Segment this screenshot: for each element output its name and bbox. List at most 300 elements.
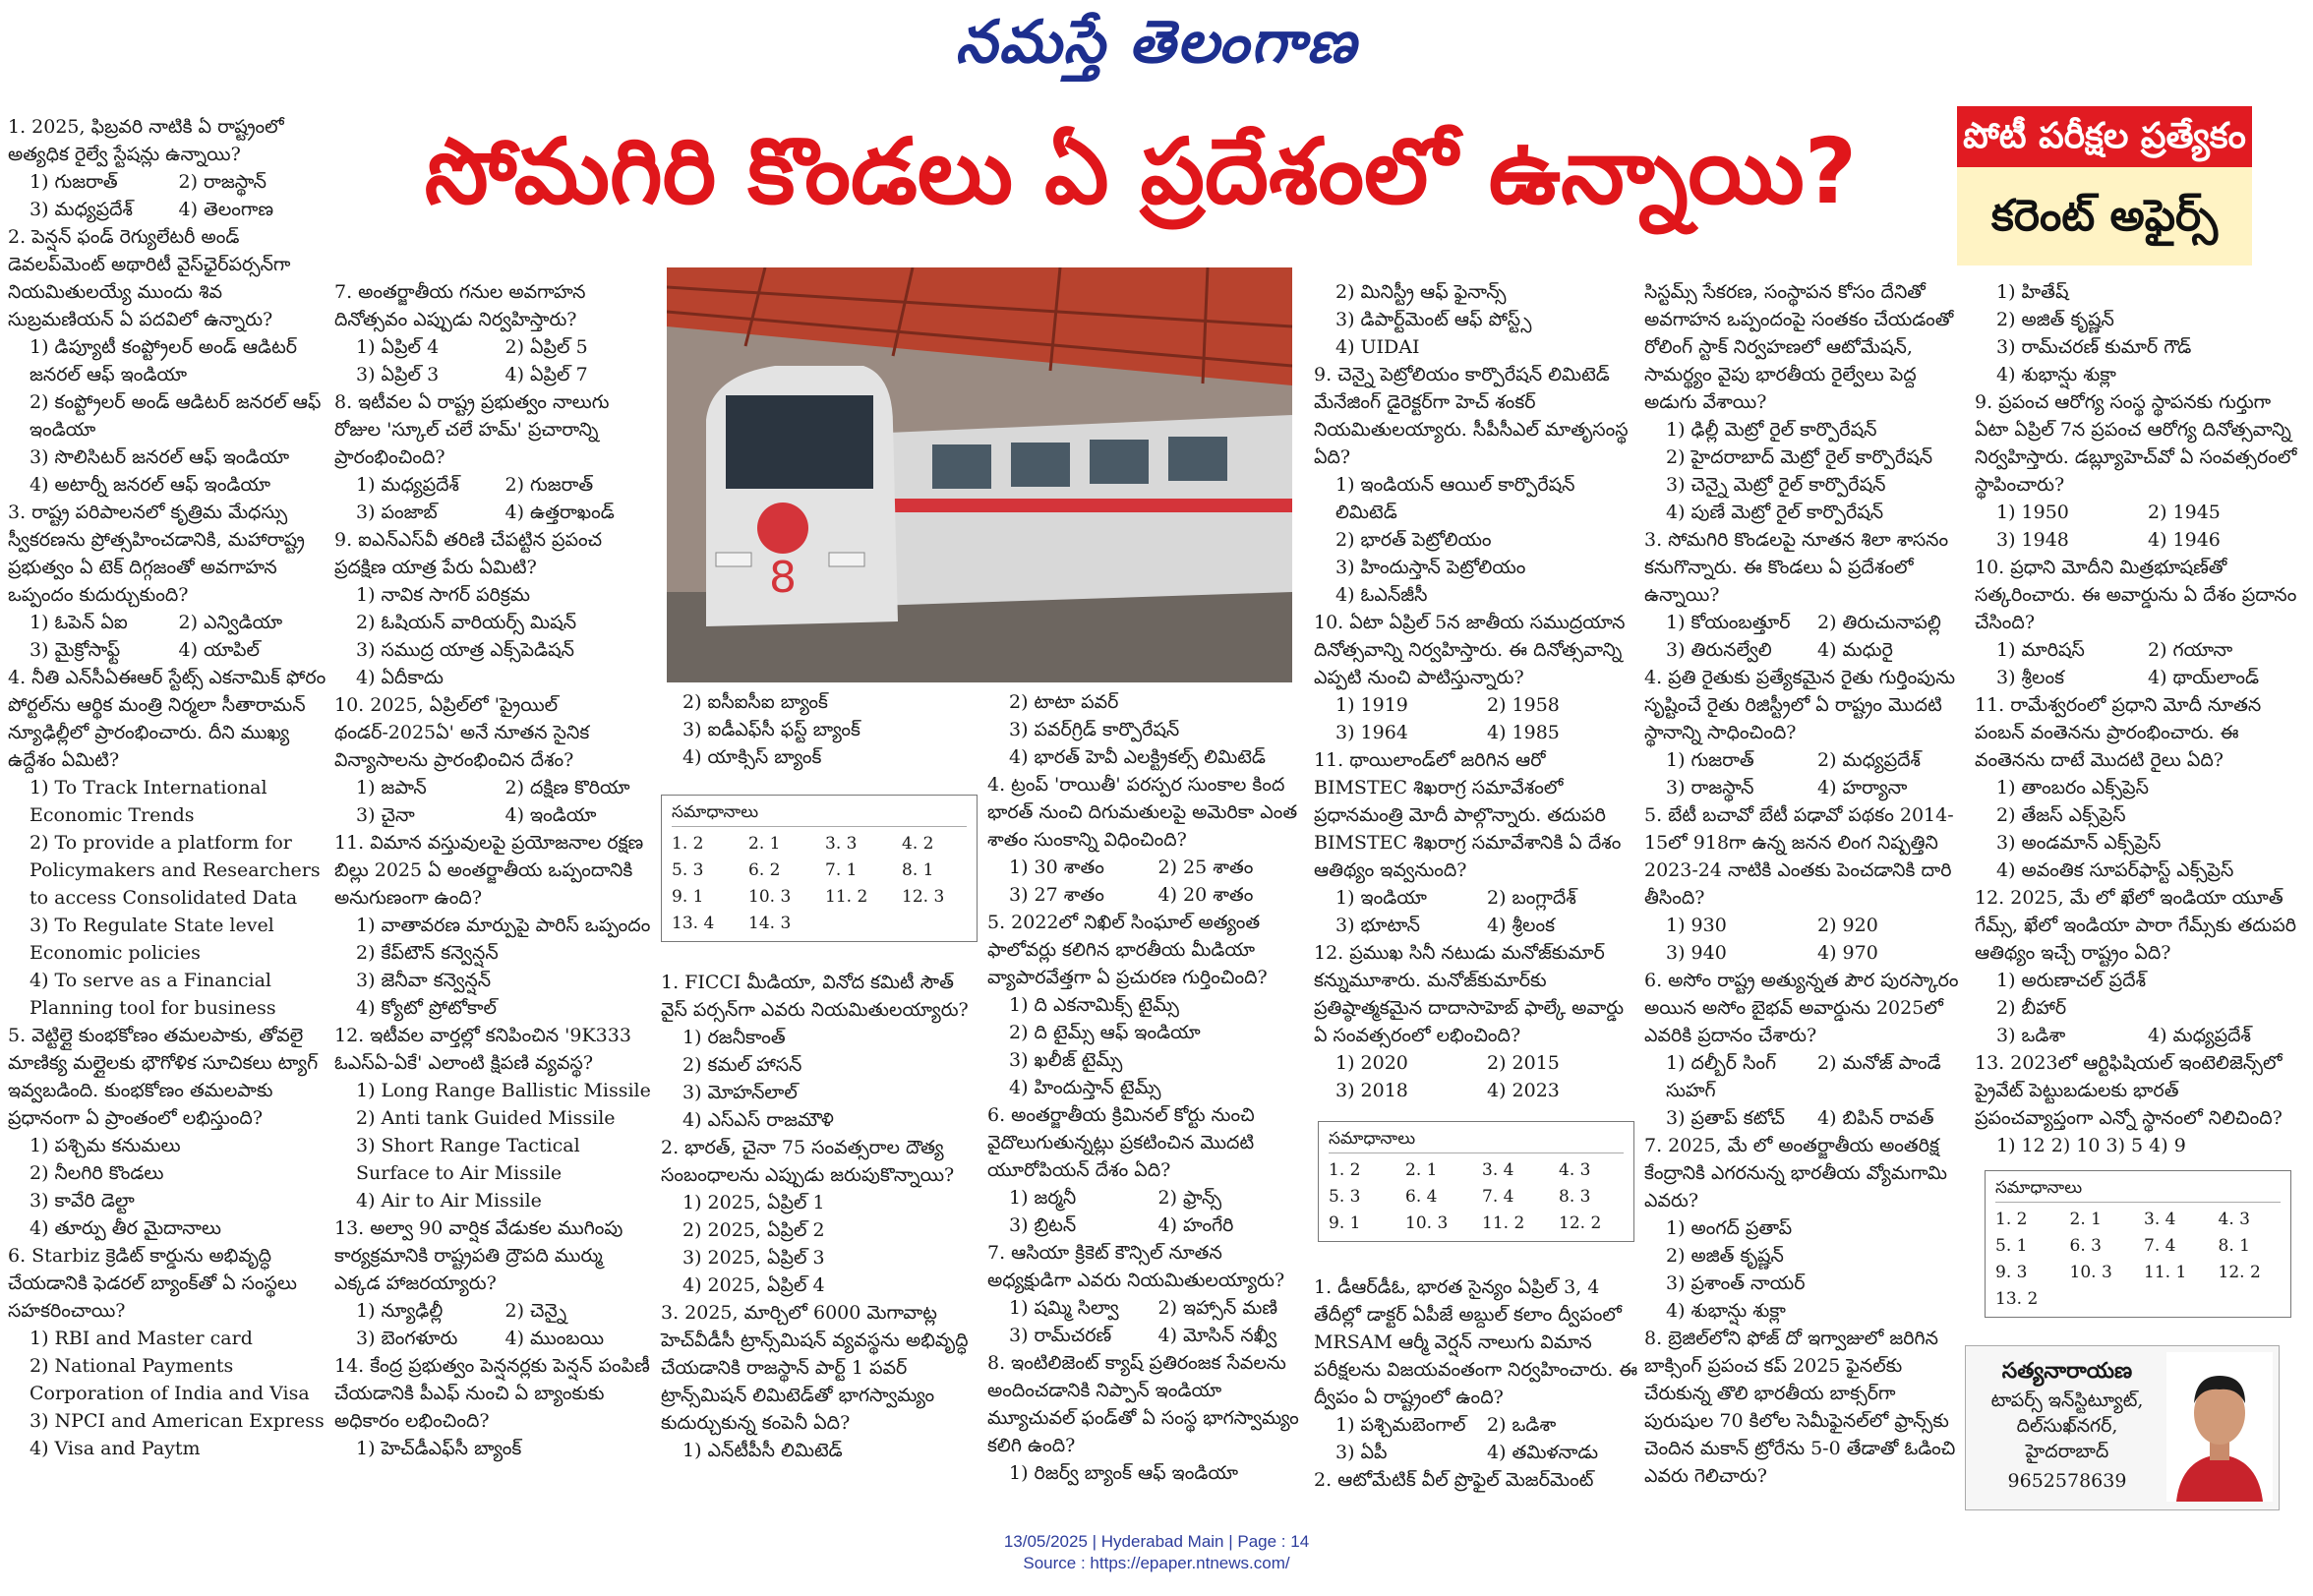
option-text: 1) Long Range Ballistic Missile — [356, 1080, 651, 1101]
option-text: 3) 2018 — [1335, 1080, 1408, 1101]
answer-item: 8. 1 — [2218, 1236, 2250, 1256]
option-row — [1314, 1411, 1638, 1439]
option-text: 2) మధ్యప్రదేశ్ — [1817, 749, 1921, 771]
option-text: 3) మైక్రోసాఫ్ట్ — [30, 639, 121, 661]
option-row — [1975, 1022, 2299, 1049]
option-text: 2) కంప్ట్రోలర్ అండ్ ఆడిటర్ జనరల్ ఆఫ్ ఇండియా — [30, 391, 322, 441]
option-text: 2) To provide a platform for Policymakers and Researchers to access Consolidated Data — [30, 832, 321, 909]
option-text: 4) తెలంగాణ — [178, 199, 274, 220]
option-text: 2) చెన్నై — [504, 1300, 567, 1322]
option-text: 3) ఐడీఎఫ్‌సీ ఫస్ట్ బ్యాంక్ — [682, 719, 860, 740]
answer-item: 2. 1 — [1405, 1160, 1438, 1180]
question-block — [334, 691, 654, 829]
option-text: 3) చైనా — [356, 804, 415, 826]
option-text: 4) ఉత్తరాఖండ్ — [504, 502, 615, 523]
option-text: 1) 2025, ఏప్రిల్ 1 — [682, 1192, 825, 1213]
answer-item: 3. 4 — [2144, 1210, 2176, 1229]
question-block — [8, 664, 327, 1022]
question-text: 8. ఇటీవల ఏ రాష్ట్ర ప్రభుత్వం నాలుగు రోజుల 'స్కూల్ చలే హమ్' ప్రచారాన్ని ప్రారంభించింది? — [334, 391, 610, 468]
question-block — [1314, 939, 1638, 1104]
question-block — [1644, 278, 1969, 526]
question-text: 7. అంతర్జాతీయ గనుల అవగాహన దినోత్సవం ఎప్పుడు నిర్వహిస్తారు? — [334, 281, 586, 330]
option-text: 4) ఎస్ఎస్ రాజమౌళి — [682, 1109, 834, 1131]
option-row — [1975, 526, 2299, 554]
answer-item: 3. 3 — [825, 834, 858, 854]
answer-item: 9. 3 — [1995, 1263, 2028, 1282]
question-text: 12. ఇటీవల వార్తల్లో కనిపించిన '9K333 ఓఎస్‌ఏ-ఏకే' ఎలాంటి క్షిపణి వ్యవస్థ? — [334, 1025, 631, 1074]
question-block — [661, 1134, 980, 1299]
option-text: 1) ఇండియన్ ఆయిల్ కార్పొరేషన్ లిమిటెడ్ — [1335, 474, 1575, 523]
option-text: 1) RBI and Master card — [30, 1328, 253, 1349]
option-row — [1314, 1077, 1638, 1104]
question-block — [1314, 609, 1638, 746]
option-text: 3) జెనీవా కన్వెన్షన్ — [356, 970, 492, 991]
option-text: 4) ఏదీకాదు — [356, 667, 444, 688]
footer-date-edition: 13/05/2025 | Hyderabad Main | Page : 14 — [1003, 1532, 1310, 1551]
option-text: 2) 920 — [1817, 915, 1878, 936]
question-block — [1314, 1466, 1638, 1494]
option-text: 1) దల్బీర్ సింగ్ సుహగ్ — [1666, 1052, 1777, 1101]
option-text: 1) పశ్చిమబెంగాల్ — [1335, 1414, 1466, 1436]
author-phone: 9652578639 — [2007, 1470, 2127, 1492]
option-row — [1644, 1049, 1969, 1104]
question-text: 13. 2023లో ఆర్టిఫిషియల్ ఇంటెలిజెన్స్‌లో ప్రైవేట్ పెట్టుబడులకు భారత్ ప్రపంచవ్యాప్తంగా ఎన్నో స్థానంలో నిలిచింది? — [1975, 1052, 2283, 1129]
question-block — [334, 1352, 654, 1462]
question-block — [987, 1239, 1307, 1349]
question-block — [334, 1214, 654, 1352]
option-text: 1) న్యూఢిల్లీ — [356, 1300, 444, 1322]
question-block — [987, 771, 1307, 909]
option-text: 4) శ్రీలంక — [1487, 915, 1556, 936]
answers-box-1 — [661, 795, 978, 942]
option-text: 1) ఢిల్లీ మెట్రో రైల్ కార్పొరేషన్ — [1666, 419, 1877, 441]
author-box — [1965, 1345, 2280, 1510]
option-text: 4) 970 — [1817, 942, 1878, 964]
answer-item: 9. 1 — [672, 887, 704, 907]
option-text: 4) 20 శాతం — [1157, 884, 1254, 906]
option-row — [334, 1325, 654, 1352]
option-text: 3) సొలిసిటర్ జనరల్ ఆఫ్ ఇండియా — [30, 446, 290, 468]
answer-item: 6. 3 — [2069, 1236, 2102, 1256]
option-text: 1) అరుణాచల్ ప్రదేశ్ — [1996, 970, 2147, 991]
option-text: 1) 930 — [1666, 915, 1727, 936]
question-text: 13. అల్వా 90 వార్షిక వేడుకల ముగింపు కార్యక్రమానికి రాష్ట్రపతి ద్రౌపది ముర్ము ఎక్కడ హాజరయ్యారు? — [334, 1217, 623, 1294]
option-text: 2) National Payments Corporation of India and Visa — [30, 1355, 310, 1404]
option-row — [334, 801, 654, 829]
question-block — [987, 688, 1307, 771]
tag-current-affairs: కరెంట్ అఫైర్స్ — [1957, 167, 2252, 266]
option-text: 4) To serve as a Financial Planning tool for business — [30, 970, 276, 1019]
option-text: 2) అజిత్ కృష్ణన్ — [1666, 1245, 1784, 1267]
author-name: సత్యనారాయణ — [2001, 1358, 2133, 1384]
question-text: 10. ఏటా ఏప్రిల్ 5న జాతీయ సముద్రయాన దినోత్సవాన్ని నిర్వహిస్తారు. ఈ దినోత్సవాన్ని ఎప్పటి నుంచి పాటిస్తున్నారు? — [1314, 612, 1626, 688]
option-row — [987, 1322, 1307, 1349]
question-block — [8, 499, 327, 664]
option-text: 2) 1945 — [2148, 502, 2221, 523]
answer-item: 12. 2 — [1559, 1213, 1602, 1233]
option-text: 2) రాజస్థాన్ — [178, 171, 267, 193]
answer-item: 8. 3 — [1559, 1187, 1591, 1207]
answer-item: 12. 2 — [2218, 1263, 2261, 1282]
metro-train-photo — [667, 267, 1292, 682]
option-row — [1644, 609, 1969, 636]
option-text: 3) పవర్‌గ్రిడ్ కార్పొరేషన్ — [1009, 719, 1180, 740]
option-text: 2) ఏప్రిల్ 5 — [504, 336, 588, 358]
option-row — [1644, 1104, 1969, 1132]
option-text: 3) కావేరి డెల్టా — [30, 1190, 135, 1212]
column-6 — [1644, 278, 1969, 1490]
option-row — [1644, 746, 1969, 774]
option-text: 2) అజిత్ కృష్ణన్ — [1996, 309, 2114, 330]
option-text: 1) పశ్చిమ కనుమలు — [30, 1135, 181, 1156]
answer-item: 5. 3 — [1329, 1187, 1361, 1207]
question-text: 2. ఆటోమేటిక్ వీల్ ప్రొఫైల్ మెజర్‌మెంట్ — [1314, 1469, 1594, 1491]
option-text: 1) ఓపెన్ ఏఐ — [30, 612, 128, 633]
option-text: 3) మధ్యప్రదేశ్ — [30, 199, 133, 220]
option-text: 1) ఇండియా — [1335, 887, 1427, 909]
option-row — [1314, 691, 1638, 719]
option-text: 3) మోహన్‌లాల్ — [682, 1082, 798, 1103]
option-row — [334, 774, 654, 801]
question-block — [987, 1101, 1307, 1239]
answer-item: 14. 3 — [748, 914, 792, 933]
question-block — [334, 829, 654, 1022]
option-text: 1) డిప్యూటీ కంప్ట్రోలర్ అండ్ ఆడిటర్ జనరల్ ఆఫ్ ఇండియా — [30, 336, 298, 385]
question-block — [334, 526, 654, 691]
answer-item: 4. 3 — [1559, 1160, 1591, 1180]
option-text: 3) తిరునల్వేలి — [1666, 639, 1772, 661]
column-5 — [1314, 278, 1638, 1104]
option-text: 4) ఓఎన్‌జీసీ — [1335, 584, 1428, 606]
question-text: 4. నీతి ఎన్‌సీఏఈఆర్ స్టేట్స్ ఎకనామిక్ ఫోరం పోర్టల్‌ను ఆర్థిక మంత్రి నిర్మలా సీతారామన్ న్యూఢిల్లీలో ప్రారంభించారు. దీని ముఖ్య ఉద్దేశం ఏమిటి? — [8, 667, 326, 771]
question-text: 12. ప్రముఖ సినీ నటుడు మనోజ్‌కుమార్ కన్నుమూశారు. మనోజ్‌కుమార్‌కు ప్రతిష్ఠాత్మకమైన దాదాసాహెబ్ ఫాల్కే అవార్డు ఏ సంవత్సరంలో లభించింది? — [1314, 942, 1625, 1046]
option-text: 4) బిపిన్ రావత్ — [1817, 1107, 1934, 1129]
option-row — [1975, 499, 2299, 526]
question-text: 4. ట్రంప్ 'రాయితీ' పరస్పర సుంకాల కింద భారత్ నుంచి దిగుమతులపై అమెరికా ఎంత శాతం సుంకాన్ని విధించింది? — [987, 774, 1298, 851]
question-block — [8, 223, 327, 499]
option-text: 2) బీహార్ — [1996, 997, 2067, 1019]
question-block — [987, 909, 1307, 1101]
option-row — [987, 881, 1307, 909]
question-text: 6. అంతర్జాతీయ క్రిమినల్ కోర్టు నుంచి వైదొలుగుతున్నట్లు ప్రకటించిన మొదటి యూరోపియన్ దేశం ఏది? — [987, 1104, 1255, 1181]
option-text: 3) To Regulate State level Economic policies — [30, 915, 274, 964]
option-text: 3) చెన్నై మెట్రో రైల్ కార్పొరేషన్ — [1666, 474, 1886, 496]
answer-item: 8. 1 — [902, 860, 934, 880]
option-row — [8, 196, 327, 223]
option-text: 3) అండమాన్ ఎక్స్‌ప్రెస్ — [1996, 832, 2162, 854]
answer-item: 1. 2 — [672, 834, 704, 854]
answers-box-3 — [1985, 1170, 2291, 1318]
option-text: 4) 1946 — [2148, 529, 2221, 551]
option-row — [334, 361, 654, 388]
option-text: 3) 2025, ఏప్రిల్ 3 — [682, 1247, 825, 1269]
question-block — [1975, 554, 2299, 691]
question-text: 3. రాష్ట్ర పరిపాలనలో కృత్రిమ మేధస్సు స్వీకరణను ప్రోత్సహించడానికి, మహారాష్ట్ర ప్రభుత్వం ఏ టెక్ దిగ్గజంతో అవగాహన ఒప్పందం కుదుర్చుకుంది? — [8, 502, 305, 606]
option-text: 1) 2020 — [1335, 1052, 1408, 1074]
question-text: 1. 2025, ఫిబ్రవరి నాటికి ఏ రాష్ట్రంలో అత్యధిక రైల్వే స్టేషన్లు ఉన్నాయి? — [8, 116, 284, 165]
answer-item: 11. 2 — [825, 887, 868, 907]
question-block — [1314, 278, 1638, 361]
option-text: 1) నావిక సాగర్ పరిక్రమ — [356, 584, 530, 606]
question-block — [987, 1349, 1307, 1487]
option-row — [8, 609, 327, 636]
option-row — [1644, 774, 1969, 801]
option-text: 1) కోయంబత్తూర్ — [1666, 612, 1791, 633]
question-block — [1644, 1132, 1969, 1325]
option-text: 3) ఏపీ — [1335, 1442, 1388, 1463]
option-text: 3) రామ్‌చరణ్ కుమార్ గౌడ్ — [1996, 336, 2192, 358]
question-text: 12. 2025, మే లో ఖేలో ఇండియా యూత్ గేమ్స్, ఖేలో ఇండియా పారా గేమ్స్‌కు తదుపరి ఆతిథ్యం ఇచ్చే రాష్ట్రం ఏది? — [1975, 887, 2296, 964]
option-text: 3) పంజాబ్ — [356, 502, 438, 523]
question-block — [1644, 801, 1969, 967]
question-block — [1975, 884, 2299, 1049]
option-text: 1) To Track International Economic Trends — [30, 777, 267, 826]
option-row — [1644, 939, 1969, 967]
question-text: 6. అసోం రాష్ట్ర అత్యున్నత పౌర పురస్కారం అయిన అసోం బైభవ్ అవార్డును 2025లో ఎవరికి ప్రదానం చేశారు? — [1644, 970, 1959, 1046]
question-block — [8, 1242, 327, 1462]
option-text: 4) తమిళనాడు — [1487, 1442, 1599, 1463]
option-text: 2) ఇహ్సాన్ మణి — [1157, 1297, 1278, 1319]
option-text: 4) యాపిల్ — [178, 639, 260, 661]
option-row — [987, 854, 1307, 881]
option-text: 3) ఒడిశా — [1996, 1025, 2066, 1046]
option-row — [1975, 636, 2299, 664]
option-row — [1314, 884, 1638, 912]
option-text: 3) 940 — [1666, 942, 1727, 964]
answer-item: 5. 1 — [1995, 1236, 2028, 1256]
option-row — [1314, 1049, 1638, 1077]
option-text: 3) హిందుస్తాన్ పెట్రోలియం — [1335, 557, 1526, 578]
answer-item: 13. 4 — [672, 914, 715, 933]
question-block — [334, 1022, 654, 1214]
option-text: 4) శుభాన్షు శుక్లా — [1996, 364, 2116, 385]
question-text: 8. ఇంటిలిజెంట్ క్యాష్ ప్రతిరంజక సేవలను అందించడానికి నిప్పాన్ ఇండియా మ్యూచువల్ ఫండ్‌తో ఏ సంస్థ భాగస్వామ్యం కలిగి ఉంది? — [987, 1352, 1299, 1456]
option-text: 2) ఓషియన్ వారియర్స్ మిషన్ — [356, 612, 577, 633]
option-text: 1) రిజర్వ్ బ్యాంక్ ఆఫ్ ఇండియా — [1009, 1462, 1238, 1484]
option-text: 4) మోసిన్ నఖ్వీ — [1157, 1325, 1277, 1346]
option-text: 1) హెచ్‌డీఎఫ్‌సీ బ్యాంక్ — [356, 1438, 522, 1459]
option-text: 2) 25 శాతం — [1157, 857, 1254, 878]
answer-item: 10. 3 — [1405, 1213, 1449, 1233]
option-text: 3) ఏప్రిల్ 3 — [356, 364, 440, 385]
option-text: 4) అటార్నీ జనరల్ ఆఫ్ ఇండియా — [30, 474, 271, 496]
option-text: 4) థాయ్‌లాండ్ — [2148, 667, 2260, 688]
question-block — [1975, 278, 2299, 388]
option-text: 1) ఎన్‌టీపీసీ లిమిటెడ్ — [682, 1440, 843, 1461]
question-block — [1644, 526, 1969, 664]
option-text: 1) ఏప్రిల్ 4 — [356, 336, 440, 358]
option-text: 4) ఏప్రిల్ 7 — [504, 364, 588, 385]
question-block — [661, 969, 980, 1134]
svg-text:8: 8 — [769, 553, 797, 603]
option-text: 2) టాటా పవర్ — [1009, 691, 1119, 713]
question-block — [1644, 664, 1969, 801]
question-block — [1314, 361, 1638, 609]
option-text: 4) 2023 — [1487, 1080, 1560, 1101]
option-row — [334, 1297, 654, 1325]
question-text: 11. రామేశ్వరంలో ప్రధాని మోదీ నూతన పంబన్ వంతెనను ప్రారంభించారు. ఈ వంతెనను దాటే మొదటి రైలు ఏది? — [1975, 694, 2262, 771]
answer-item: 11. 2 — [1482, 1213, 1525, 1233]
author-photo — [2166, 1352, 2273, 1502]
column-2 — [334, 278, 654, 1462]
author-org: టాపర్స్ ఇన్‌స్టిట్యూట్, దిల్‌సుఖ్‌నగర్, హైదరాబాద్ — [1990, 1389, 2144, 1462]
option-row — [334, 471, 654, 499]
option-row — [334, 333, 654, 361]
column-4 — [987, 688, 1307, 1487]
option-row — [1314, 1439, 1638, 1466]
option-text: 2) గయానా — [2148, 639, 2233, 661]
option-text: 1) 1919 — [1335, 694, 1408, 716]
option-row — [1314, 719, 1638, 746]
option-text: 2) మనోజ్ పాండే — [1817, 1052, 1941, 1074]
question-text: 5. వెట్టిల్లై కుంభకోణం తమలపాకు, తోవలై మాణిక్య మల్లైలకు భౌగోళిక సూచికలు ట్యాగ్ ఇవ్వబడింది. కుంభకోణం తమలపాకు ప్రధానంగా ఏ ప్రాంతంలో లభిస్తుంది? — [8, 1025, 319, 1129]
option-text: 2) ఫ్రాన్స్ — [1157, 1187, 1222, 1209]
option-text: 2) ఒడిశా — [1487, 1414, 1557, 1436]
option-text: 1) ది ఎకనామిక్స్ టైమ్స్ — [1009, 994, 1179, 1016]
option-row — [1644, 636, 1969, 664]
option-text: 4) హర్యానా — [1817, 777, 1908, 798]
answer-item: 7. 4 — [2144, 1236, 2176, 1256]
option-text: 2) గుజరాత్ — [504, 474, 594, 496]
option-text: 4) ముంబయి — [504, 1328, 605, 1349]
option-row — [1314, 912, 1638, 939]
answer-item: 12. 3 — [902, 887, 945, 907]
option-text: 2) దక్షిణ కొరియా — [504, 777, 630, 798]
tag-competitive-exams: పోటీ పరీక్షల ప్రత్యేకం — [1957, 106, 2252, 167]
option-text: 4) మధ్యప్రదేశ్ — [2148, 1025, 2251, 1046]
question-block — [661, 688, 976, 771]
option-text: 4) యాక్సిస్ బ్యాంక్ — [682, 746, 822, 768]
option-text: 2) ది టైమ్స్ ఆఫ్ ఇండియా — [1009, 1022, 1201, 1043]
option-text: 2) తేజస్ ఎక్స్‌ప్రెస్ — [1996, 804, 2126, 826]
answer-item: 3. 4 — [1482, 1160, 1514, 1180]
question-text: 14. కేంద్ర ప్రభుత్వం పెన్షనర్లకు పెన్షన్ పంపిణీ చేయడానికి పీఎఫ్ నుంచి ఏ బ్యాంకుకు అధికారం లభించింది? — [334, 1355, 650, 1432]
option-text: 2) హైదరాబాద్ మెట్రో రైల్ కార్పొరేషన్ — [1666, 446, 1933, 468]
answer-item: 5. 3 — [672, 860, 704, 880]
column-1 — [8, 113, 327, 1462]
masthead: నమస్తే తెలంగాణ — [955, 8, 1358, 77]
question-text: 10. 2025, ఏప్రిల్‌లో 'ప్రైయిల్ థండర్-2025ఏ' అనే నూతన సైనిక విన్యాసాలను ప్రారంభించిన దేశం? — [334, 694, 590, 771]
option-text: 3) 1964 — [1335, 722, 1408, 743]
answer-item: 10. 3 — [748, 887, 792, 907]
answer-item: 7. 1 — [825, 860, 858, 880]
question-block — [1314, 1273, 1638, 1466]
answer-item: 7. 4 — [1482, 1187, 1514, 1207]
option-text: 4) అవంతిక సూపర్‌ఫాస్ట్ ఎక్స్‌ప్రెస్ — [1996, 859, 2234, 881]
answer-item: 2. 1 — [2069, 1210, 2102, 1229]
author-info — [1974, 1354, 2161, 1498]
option-text: 4) UIDAI — [1335, 336, 1420, 358]
answer-item: 11. 1 — [2144, 1263, 2187, 1282]
option-text: 3) ఖలీజ్ టైమ్స్ — [1009, 1049, 1123, 1071]
option-text: 3) NPCI and American Express — [30, 1410, 325, 1432]
option-text: 2) మినిస్ట్రీ ఆఫ్ ఫైనాన్స్ — [1335, 281, 1507, 303]
option-text: 4) క్యోటో ప్రోటోకాల్ — [356, 997, 497, 1019]
answer-item: 6. 2 — [748, 860, 781, 880]
answer-item: 1. 2 — [1995, 1210, 2028, 1229]
column-3b — [661, 969, 980, 1464]
option-text: 1) గుజరాత్ — [30, 171, 118, 193]
question-text: 9. ఐఎన్‌ఎస్‌వీ తరిణి చేపట్టిన ప్రపంచ ప్రదక్షిణ యాత్ర పేరు ఏమిటి? — [334, 529, 603, 578]
option-text: 1) జర్మనీ — [1009, 1187, 1077, 1209]
question-block — [661, 1299, 980, 1464]
option-text: 3) భూటాన్ — [1335, 915, 1420, 936]
headline: సోమగిరి కొండలు ఏ ప్రదేశంలో ఉన్నాయి? — [424, 119, 1858, 224]
column-5b — [1314, 1273, 1638, 1494]
question-text: 3. సోమగిరి కొండలపై నూతన శిలా శాసనం కనుగొన్నారు. ఈ కొండలు ఏ ప్రదేశంలో ఉన్నాయి? — [1644, 529, 1949, 606]
option-text: 4) పుణే మెట్రో రైల్ కార్పొరేషన్ — [1666, 502, 1884, 523]
option-text: 1) జపాన్ — [356, 777, 427, 798]
question-text: 7. ఆసియా క్రికెట్ కౌన్సిల్ నూతన అధ్యక్షుడిగా ఎవరు నియమితులయ్యారు? — [987, 1242, 1285, 1291]
answer-item: 2. 1 — [748, 834, 781, 854]
option-text: 3) శ్రీలంక — [1996, 667, 2065, 688]
option-text: 2) భారత్ పెట్రోలియం — [1335, 529, 1492, 551]
question-block — [1975, 691, 2299, 884]
option-text: 3) ప్రశాంత్ నాయర్ — [1666, 1272, 1806, 1294]
question-text: 2. భారత్, చైనా 75 సంవత్సరాల దౌత్య సంబంధాలను ఎప్పుడు జరుపుకొన్నాయి? — [661, 1137, 955, 1186]
question-text: 7. 2025, మే లో అంతర్జాతీయ అంతరిక్ష కేంద్రానికి ఎగరనున్న భారతీయ వ్యోమగామి ఎవరు? — [1644, 1135, 1948, 1212]
option-text: 1) షమ్మి సిల్వా — [1009, 1297, 1119, 1319]
option-text: 2) ఐసీఐసీఐ బ్యాంక్ — [682, 691, 828, 713]
question-text: 9. చెన్నై పెట్రోలియం కార్పొరేషన్ లిమిటెడ్ మేనేజింగ్ డైరెక్టర్‌గా హెచ్ శంకర్ నియమితులయ్యారు. సీపీసీఎల్ మాతృసంస్థ ఏది? — [1314, 364, 1629, 468]
question-text: 4. ప్రతి రైతుకు ప్రత్యేకమైన రైతు గుర్తింపును సృష్టించే రైతు రిజిస్ట్రీలో ఏ రాష్ట్రం మొదటి స్థానాన్ని సాధించింది? — [1644, 667, 1956, 743]
option-text: 1) 12 2) 10 3) 5 4) 9 — [1996, 1135, 2186, 1156]
question-text: 1. డీఆర్‌డీఓ, భారత సైన్యం ఏప్రిల్ 3, 4 తేదీల్లో డాక్టర్ ఏపీజే అబ్దుల్ కలాం ద్వీపంలో MRSAM ఆర్మీ వెర్షన్ నాలుగు విమాన పరీక్షలను విజయవంతంగా నిర్వహించారు. ఈ ద్వీపం ఏ రాష్ట్రంలో ఉంది? — [1314, 1276, 1638, 1408]
question-text: 11. థాయిలాండ్‌లో జరిగిన ఆరో BIMSTEC శిఖరాగ్ర సమావేశంలో ప్రధానమంత్రి మోదీ పాల్గొన్నారు. తదుపరి BIMSTEC శిఖరాగ్ర సమావేశానికి ఏ దేశం ఆతిథ్యం ఇవ్వనుంది? — [1314, 749, 1622, 881]
option-text: 1) వాతావరణ మార్పుపై పారిస్ ఒప్పందం — [356, 915, 651, 936]
question-block — [8, 113, 327, 223]
option-row — [987, 1294, 1307, 1322]
question-block — [1975, 388, 2299, 554]
option-text: 2) కేప్‌టౌన్ కన్వెన్షన్ — [356, 942, 499, 964]
question-text: 10. ప్రధాని మోదీని మిత్రభూషణ్‌తో సత్కరించారు. ఈ అవార్డును ఏ దేశం ప్రదానం చేసింది? — [1975, 557, 2297, 633]
question-block — [334, 388, 654, 526]
option-text: 4) Visa and Paytm — [30, 1438, 201, 1459]
answer-item: 4. 3 — [2218, 1210, 2250, 1229]
option-text: 4) హంగేరి — [1157, 1214, 1234, 1236]
question-block — [1314, 746, 1638, 939]
option-text: 1) 1950 — [1996, 502, 2069, 523]
option-text: 1) రజనీకాంత్ — [682, 1027, 786, 1048]
option-text: 4) హిందుస్తాన్ టైమ్స్ — [1009, 1077, 1161, 1098]
option-text: 4) Air to Air Missile — [356, 1190, 542, 1212]
answers-title: సమాధానాలు — [1329, 1126, 1624, 1153]
answers-title: సమాధానాలు — [1995, 1175, 2281, 1203]
option-row — [987, 1212, 1307, 1239]
option-row — [987, 1184, 1307, 1212]
option-text: 3) డిపార్ట్‌మెంట్ ఆఫ్ పోస్ట్స్ — [1335, 309, 1532, 330]
answer-item: 9. 1 — [1329, 1213, 1361, 1233]
option-text: 1) అంగద్ ప్రతాప్ — [1666, 1217, 1793, 1239]
question-text: 5. బేటీ బచావో బేటీ పఢావో పథకం 2014-15లో 918గా ఉన్న జనన లింగ నిష్పత్తిని 2023-24 నాటికి ఎంతకు పెంచడానికి దారి తీసింది? — [1644, 804, 1954, 909]
footer-source: Source : https://epaper.ntnews.com/ — [1023, 1554, 1290, 1572]
question-text: 6. Starbiz క్రెడిట్ కార్డును అభివృద్ధి చేయడానికి ఫెడరల్ బ్యాంక్‌తో ఏ సంస్థలు సహకరించాయి? — [8, 1245, 297, 1322]
option-row — [1975, 664, 2299, 691]
option-text: 2) తిరుచునాపల్లి — [1817, 612, 1941, 633]
option-text: 1) మారిషస్ — [1996, 639, 2085, 661]
question-text: 2. పెన్షన్ ఫండ్ రెగ్యులేటరీ అండ్ డెవలప్‌మెంట్ అథారిటీ వైస్‌ఛైర్‌పర్సన్‌గా నియమితులయ్యే ముందు శివ సుబ్రమణియన్ ఏ పదవిలో ఉన్నారు? — [8, 226, 291, 330]
question-text: సిస్టమ్స్ సేకరణ, సంస్థాపన కోసం దేనితో అవగాహన ఒప్పందంపై సంతకం చేయడంతో రోలింగ్ స్టాక్ నిర్వహణలో ఆటోమేషన్, సామర్థ్యం వైపు భారతీయ రైల్వేలు పెద్ద అడుగు వేశాయి? — [1644, 281, 1954, 413]
option-text: 3) రాజస్థాన్ — [1666, 777, 1754, 798]
answer-item: 6. 4 — [1405, 1187, 1438, 1207]
question-block — [1644, 1325, 1969, 1490]
question-text: 11. విమాన వస్తువులపై ప్రయోజనాల రక్షణ బిల్లు 2025 ఏ అంతర్జాతీయ ఒప్పందానికి అనుగుణంగా ఉంది? — [334, 832, 644, 909]
option-text: 4) తూర్పు తీర మైదానాలు — [30, 1217, 221, 1239]
answer-item: 13. 2 — [1995, 1289, 2039, 1309]
answer-item: 1. 2 — [1329, 1160, 1361, 1180]
answers-title: సమాధానాలు — [672, 799, 967, 827]
option-text: 4) 2025, ఏప్రిల్ 4 — [682, 1274, 825, 1296]
